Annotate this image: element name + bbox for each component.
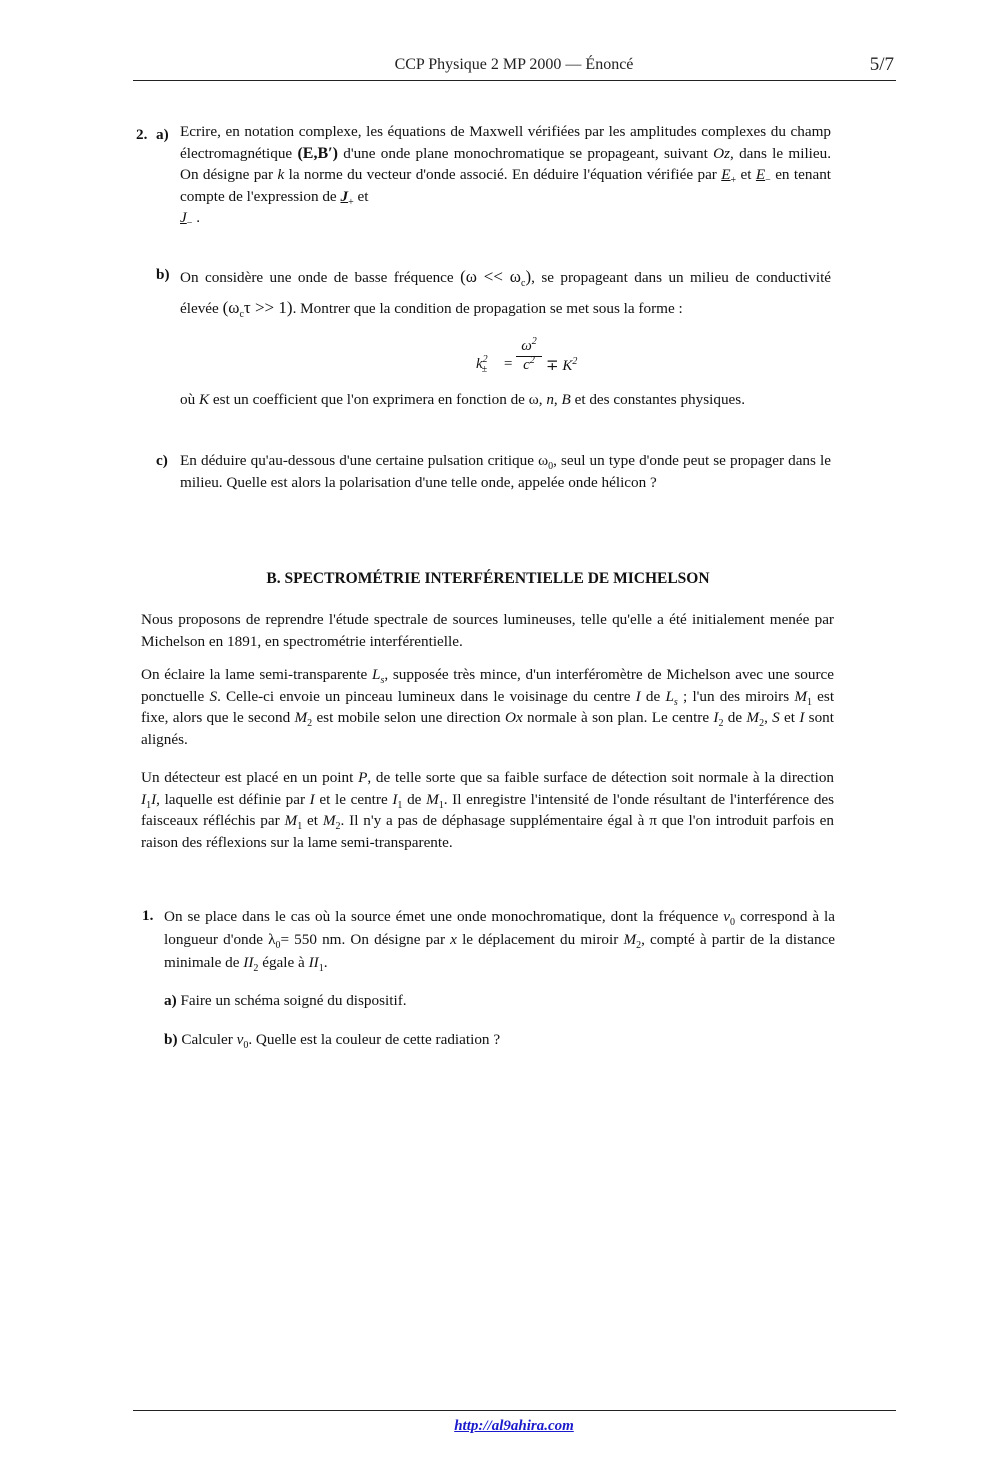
question-2b-label: b) (156, 266, 170, 283)
question-1-number: 1. (142, 907, 154, 924)
question-2c-text: En déduire qu'au-dessous d'une certaine pulsation critique $\omega_0$, seul un type d'onde peut se propager dans le milieu. Quelle est alors la polarisation d'une telle onde, appelée onde hélicon ? (180, 452, 831, 491)
formula-equals: = (503, 356, 514, 372)
formula-rhs: ∓ $K^2$ (546, 356, 578, 374)
section-b-heading: B. SPECTROMÉTRIE INTERFÉRENTIELLE DE MICHELSON (266, 570, 710, 587)
question-1-text: On se place dans le cas où la source émet une onde monochromatique, dont la fréquence $\nu_0$ correspond à la longueur d'onde $\lambda_0= 550$ nm. On désigne par x le déplacement du miroir $M_2$, compté à partir de la distance minimale de $II_2$ égale à $II_1$. (164, 908, 836, 975)
page-header-title: CCP Physique 2 MP 2000 — Énoncé (394, 56, 634, 73)
question-2c-label: c) (156, 452, 168, 469)
footer-link[interactable]: http://al9ahira.com (454, 1418, 574, 1434)
question-2b-text: On considère une onde de basse fréquence $(\omega << \omega_c)$, se propageant dans un milieu de conductivité élevée $(\omega_c\tau >> 1)$. Montrer que la condition de propagation se met sous la forme : (180, 267, 832, 321)
section-b-paragraph-3: Un détecteur est placé en un point P, de telle sorte que sa faible surface de détection soit normale à la direction $I_1I$, laquelle est définie par I et le centre $I_1$ de $M_1$. Il enregistre l'intensité de l'onde résultant de l'interférence des faisceaux réfléchis par $M_1$ et $M_2$. Il n'y a pas de déphasage supplémentaire égal à π que l'on introduit parfois en raison des réflexions sur la lame semi-transparente. (141, 769, 835, 851)
formula-fraction: $\omega^2$ $c^2$ (516, 338, 542, 374)
header-rule (133, 80, 896, 81)
question-1a: a) Faire un schéma soigné du dispositif. (164, 992, 407, 1009)
question-2a-label: a) (156, 126, 169, 143)
section-b-paragraph-1: Nous proposons de reprendre l'étude spectrale de sources lumineuses, telle qu'elle a été initialement menée par Michelson en 1891, en spectrométrie interférentielle. (141, 611, 834, 650)
footer-rule (133, 1410, 896, 1411)
question-2-number: 2. (136, 126, 148, 143)
question-1b: b) Calculer $\nu_0$. Quelle est la couleur de cette radiation ? (164, 1031, 501, 1052)
question-2b-text-2: où K est un coefficient que l'on exprimera en fonction de ω, n, B et des constantes physiques. (180, 391, 745, 408)
section-b-paragraph-2: On éclaire la lame semi-transparente $L_s$, supposée très mince, d'un interféromètre de Michelson avec une source ponctuelle S. Celle-ci envoie un pinceau lumineux dans le voisinage du centre I de $L_s$ ; l'un des miroirs $M_1$ est fixe, alors que le second $M_2$ est mobile selon une direction Ox normale à son plan. Le centre $I_2$ de $M_2$, S et I sont alignés. (141, 666, 835, 748)
question-2a-text: Ecrire, en notation complexe, les équations de Maxwell vérifiées par les amplitudes complexes du champ électromagnétique (E,B′) d'une onde plane monochromatique se propageant, suivant Oz, dans le milieu. On désigne par k la norme du vecteur d'onde associé. En déduire l'équation vérifiée par $E_+$ et $E_-$ en tenant compte de l'expression de $J_+$ et $J_-$ . (180, 123, 832, 230)
page-number: 5/7 (869, 54, 894, 75)
formula-lhs: $k^2_\pm$ (476, 354, 488, 375)
